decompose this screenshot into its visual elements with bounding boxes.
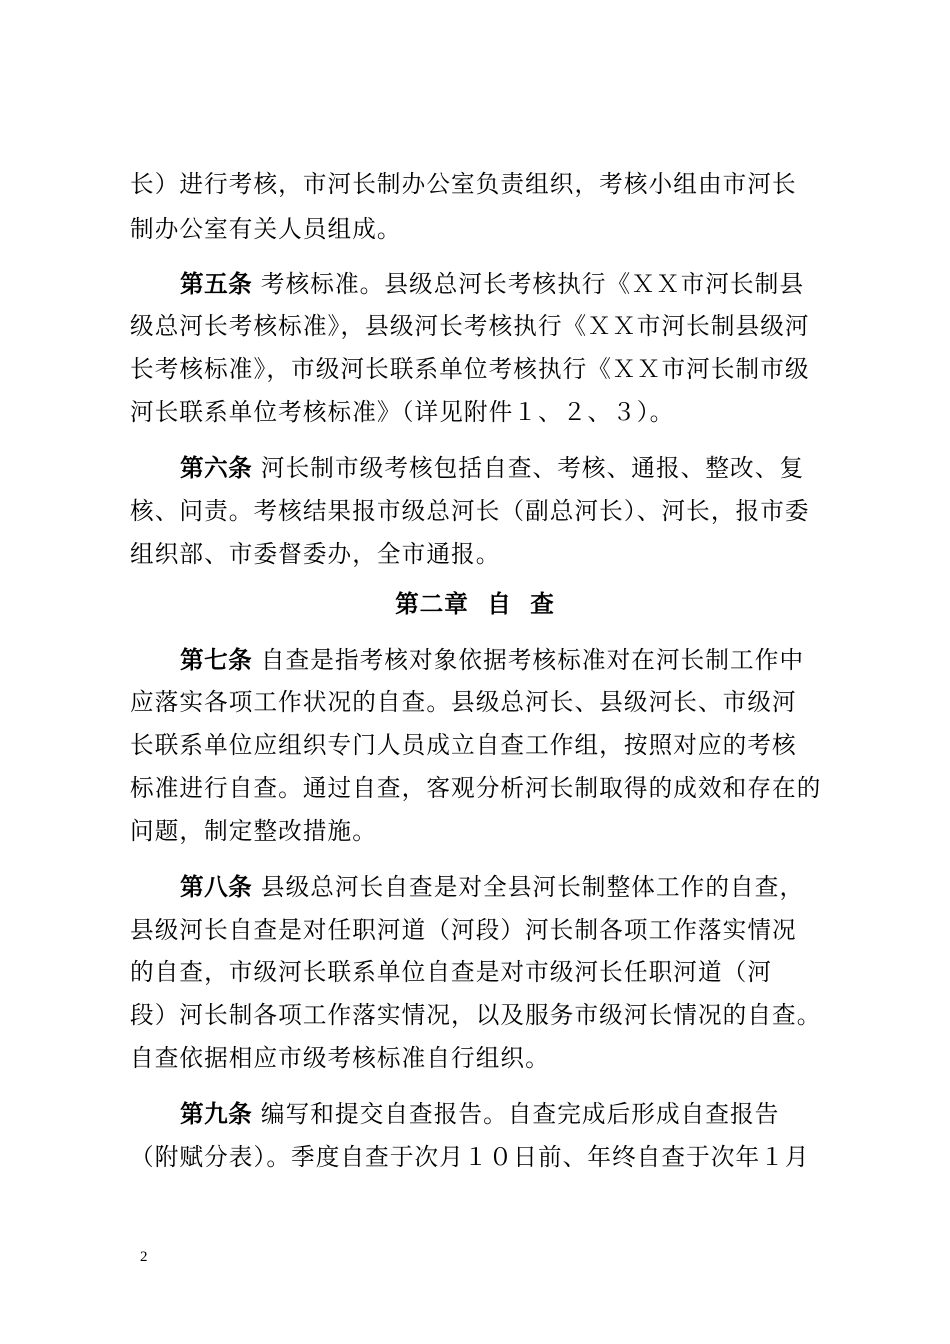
article-7-line <box>180 640 830 680</box>
article-heading: 第五条 <box>180 270 253 298</box>
text-line: 自查依据相应市级考核标准自行组织。 <box>130 1044 550 1072</box>
text-line: 的自查，市级河长联系单位自查是对市级河长任职河道（河 <box>130 958 773 986</box>
text-line: 长联系单位应组织专门人员成立自查工作组，按照对应的考核 <box>130 731 797 759</box>
text-line: 应落实各项工作状况的自查。县级总河长、县级河长、市级河 <box>130 688 797 716</box>
article-text: 河长制市级考核包括自查、考核、通报、整改、复 <box>252 454 805 482</box>
text-line: 县级河长自查是对任职河道（河段）河长制各项工作落实情况 <box>130 916 797 944</box>
text-line: 标准进行自查。通过自查，客观分析河长制取得的成效和存在的 <box>130 774 822 802</box>
text-line: 制办公室有关人员组成。 <box>130 215 402 243</box>
text-line: 组织部、市委督委办，全市通报。 <box>130 540 501 568</box>
article-6-line <box>180 448 830 488</box>
article-heading: 第九条 <box>180 1100 253 1128</box>
text-line: 问题，制定整改措施。 <box>130 817 377 845</box>
article-text: 县级总河长自查是对全县河长制整体工作的自查， <box>252 873 805 901</box>
article-8-line <box>180 867 830 907</box>
text-line: 段）河长制各项工作落实情况，以及服务市级河长情况的自查。 <box>130 1001 822 1029</box>
text-line: 长）进行考核，市河长制办公室负责组织，考核小组由市河长 <box>130 170 797 198</box>
article-9-line <box>180 1094 830 1134</box>
text-line: 长考核标准》，市级河长联系单位考核执行《ＸＸ市河长制市级 <box>130 355 810 383</box>
article-5-line <box>180 264 830 304</box>
article-text: 自查是指考核对象依据考核标准对在河长制工作中 <box>252 646 805 674</box>
page-number: 2 <box>140 1249 148 1265</box>
article-heading: 第七条 <box>180 646 253 674</box>
text-line: 河长联系单位考核标准》（详见附件１、２、３）。 <box>130 398 675 426</box>
text-line: 级总河长考核标准》，县级河长考核执行《ＸＸ市河长制县级河 <box>130 312 810 340</box>
text-line: 核、问责。考核结果报市级总河长（副总河长）、河长，报市委 <box>130 497 810 525</box>
article-text: 编写和提交自查报告。自查完成后形成自查报告 <box>252 1100 780 1128</box>
text-line: （附赋分表）。季度自查于次月１０日前、年终自查于次年１月 <box>130 1143 810 1171</box>
article-heading: 第六条 <box>180 454 253 482</box>
chapter-heading: 第二章 自 查 <box>395 590 555 618</box>
article-heading: 第八条 <box>180 873 253 901</box>
article-text: 考核标准。县级总河长考核执行《ＸＸ市河长制县 <box>252 270 805 298</box>
